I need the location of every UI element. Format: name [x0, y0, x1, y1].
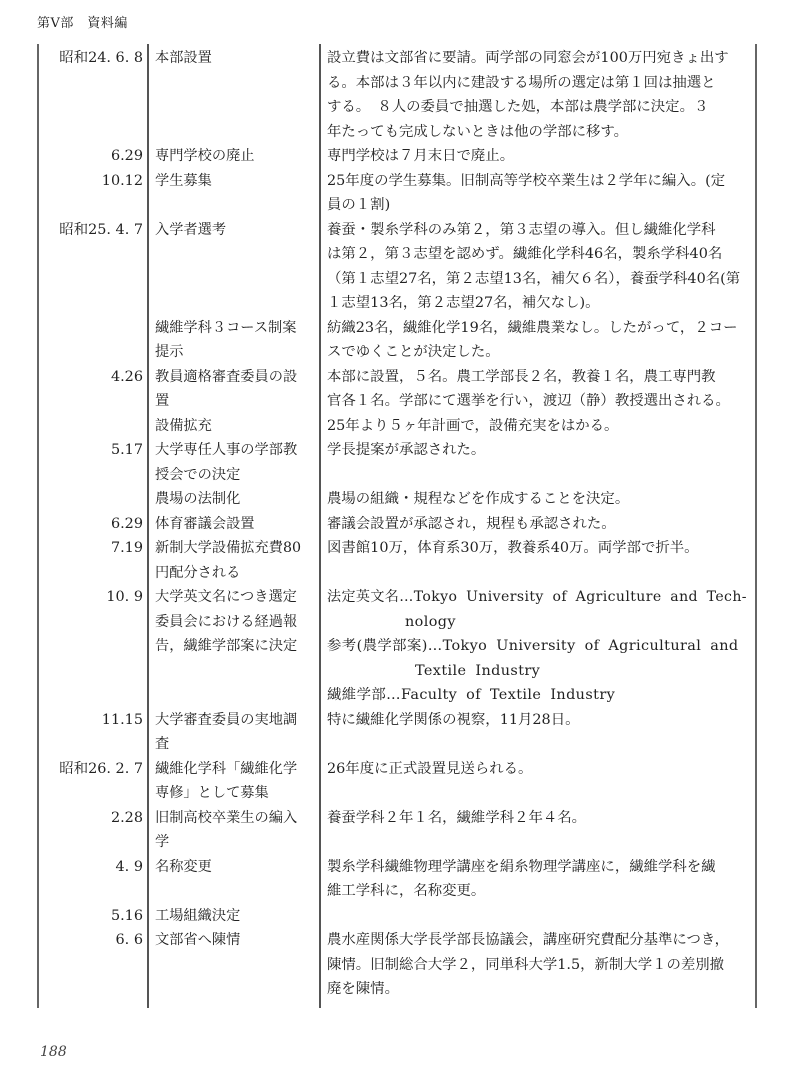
detail-line: 員の１割) [327, 197, 391, 213]
event-line [155, 977, 317, 1002]
detail-line [327, 830, 747, 855]
event-line: 円配分される [155, 564, 241, 581]
detail-line: （第１志望27名，第２志望13名，補欠６名），養蚕学科40名(第 [327, 270, 741, 287]
event-cell [147, 757, 319, 806]
date-text: 2.28 [110, 809, 143, 826]
date-cell [39, 46, 147, 144]
detail-line: 図書館10万，体育系30万，教養系40万。両学部で折半。 [327, 540, 699, 556]
event-line: 農場の法制化 [155, 491, 241, 507]
detail-line: は第２，第３志望を認めず。繊維化学科46名，製糸学科40名 [327, 246, 723, 262]
event-cell [147, 708, 319, 757]
event-line: 文部省へ陳情 [155, 932, 241, 948]
date-text: 5.16 [110, 907, 143, 924]
date-text: 11.15 [101, 711, 143, 728]
detail-line: 参考(農学部案)…Tokyo University of Agricultural and [327, 638, 739, 654]
table-row [39, 708, 755, 757]
detail-cell [319, 855, 751, 904]
detail-line [327, 732, 747, 757]
event-line: 本部設置 [155, 50, 212, 66]
date-text: 昭和26. 2. 7 [59, 760, 143, 777]
event-line: 提示 [155, 344, 184, 360]
table-row [39, 169, 755, 218]
event-line: 旧制高校卒業生の編入 [155, 809, 298, 826]
event-line: 査 [155, 736, 170, 752]
table-row [39, 536, 755, 585]
detail-line: 製糸学科繊維物理学講座を絹糸物理学講座に，繊維学科を繊 [327, 858, 716, 875]
detail-cell [319, 928, 751, 1002]
event-cell [147, 806, 319, 855]
table-row [39, 218, 755, 316]
event-line: 入学者選考 [155, 221, 227, 238]
date-text [39, 414, 143, 439]
event-line [155, 659, 317, 684]
detail-line: 繊維学部…Faculty of Textile Industry [327, 687, 616, 703]
detail-cell [319, 536, 751, 585]
page-number: 188 [40, 1044, 67, 1060]
detail-line: 法定英文名…Tokyo University of Agriculture and Tech- [327, 589, 747, 605]
detail-line: nology [405, 613, 456, 630]
event-cell [147, 316, 319, 365]
detail-cell [319, 438, 751, 487]
date-text: 7.19 [110, 540, 143, 556]
date-cell [39, 757, 147, 806]
event-cell [147, 928, 319, 1002]
detail-line: 審議会設置が承認され，規程も承認された。 [327, 515, 616, 532]
event-line [155, 879, 317, 904]
table-row [39, 46, 755, 144]
detail-line: 専門学校は７月末日で廃止。 [327, 148, 515, 164]
table-row [39, 487, 755, 512]
event-line: 設備拡充 [155, 417, 212, 434]
event-line: 学生募集 [155, 172, 212, 189]
detail-line: 養蚕・製糸学科のみ第２，第３志望の導入。但し繊維化学科 [327, 221, 716, 238]
table-body [39, 46, 755, 1002]
date-cell [39, 169, 147, 218]
event-cell [147, 904, 319, 929]
detail-line [327, 781, 747, 806]
date-text: 6. 6 [115, 932, 143, 948]
table-row [39, 904, 755, 929]
event-line: 新制大学設備拡充費80 [155, 540, 302, 556]
date-text [39, 316, 143, 341]
detail-line: Textile Industry [415, 662, 541, 679]
event-cell [147, 585, 319, 708]
date-text: 10.12 [101, 172, 143, 189]
date-cell [39, 144, 147, 169]
date-cell [39, 487, 147, 512]
detail-cell [319, 316, 751, 365]
date-text: 6.29 [110, 148, 143, 164]
table-row [39, 585, 755, 708]
event-line: 繊維化学科「繊維化学 [155, 760, 298, 777]
table-row [39, 365, 755, 414]
detail-cell [319, 487, 751, 512]
detail-cell [319, 46, 751, 144]
detail-line: 維工学科に，名称変更。 [327, 883, 486, 899]
event-line: 置 [155, 393, 170, 409]
event-cell [147, 144, 319, 169]
event-cell [147, 512, 319, 537]
event-line: 大学審査委員の実地調 [155, 711, 298, 728]
detail-line: 廃を陳情。 [327, 981, 399, 997]
date-text [39, 487, 143, 512]
event-line: 専門学校の廃止 [155, 148, 255, 164]
date-cell [39, 855, 147, 904]
detail-cell [319, 757, 751, 806]
detail-line: 26年度に正式設置見送られる。 [327, 760, 533, 777]
detail-line: 25年度の学生募集。旧制高等学校卒業生は２学年に編入。(定 [327, 172, 726, 189]
running-head: 第Ⅴ部 資料編 [37, 16, 128, 31]
detail-line: スでゆくことが決定した。 [327, 344, 500, 360]
date-cell [39, 218, 147, 316]
detail-cell [319, 414, 751, 439]
table-row [39, 414, 755, 439]
detail-line: る。本部は３年以内に建設する場所の選定は第１回は抽選と [327, 74, 716, 91]
table-row [39, 806, 755, 855]
detail-line: 本部に設置，５名。農工学部長２名，教養１名，農工専門教 [327, 368, 716, 385]
date-text: 5.17 [110, 442, 143, 458]
event-line: 告，繊維学部案に決定 [155, 638, 298, 654]
detail-cell [319, 512, 751, 537]
detail-line: 陳情。旧制総合大学２，同単科大学1.5，新制大学１の差別撤 [327, 956, 725, 973]
date-text: 昭和25. 4. 7 [59, 221, 143, 238]
event-line: 大学英文名につき選定 [155, 589, 297, 605]
date-cell [39, 512, 147, 537]
event-cell [147, 218, 319, 316]
detail-line: 農場の組織・規程などを作成することを決定。 [327, 491, 630, 507]
date-cell [39, 585, 147, 708]
event-line: 体育審議会設置 [155, 515, 255, 532]
date-cell [39, 806, 147, 855]
detail-line: １志望13名，第２志望27名，補欠なし)。 [327, 295, 600, 311]
event-cell [147, 46, 319, 144]
date-cell [39, 904, 147, 929]
detail-line [327, 904, 747, 929]
event-line: 教員適格審査委員の設 [155, 368, 298, 385]
detail-line [327, 561, 747, 586]
detail-line [327, 463, 747, 488]
event-cell [147, 438, 319, 487]
detail-line: 農水産関係大学長学部長協議会，講座研究費配分基準につき， [327, 932, 730, 948]
event-line: 名称変更 [155, 858, 212, 875]
date-cell [39, 414, 147, 439]
detail-line: する。 ８人の委員で抽選した処，本部は農学部に決定。３ [327, 99, 709, 115]
event-cell [147, 414, 319, 439]
detail-line: 特に繊維化学関係の視察，11月28日。 [327, 711, 580, 728]
detail-cell [319, 365, 751, 414]
detail-line: 設立費は文部省に要請。両学部の同窓会が100万円宛きょ出す [327, 50, 729, 66]
date-text: 4. 9 [115, 858, 143, 875]
event-line: 委員会における経過報 [155, 613, 298, 630]
detail-line: 年たっても完成しないときは他の学部に移す。 [327, 123, 629, 140]
event-line: 専修」として募集 [155, 785, 269, 801]
event-line: 学 [155, 834, 170, 850]
detail-cell [319, 904, 751, 929]
date-text: 10. 9 [106, 589, 143, 605]
table-row [39, 438, 755, 487]
detail-line: 25年より５ヶ年計画で，設備充実をはかる。 [327, 417, 619, 434]
table-row [39, 757, 755, 806]
date-cell [39, 536, 147, 585]
event-cell [147, 365, 319, 414]
detail-line: 養蚕学科２年１名，繊維学科２年４名。 [327, 809, 587, 826]
date-text: 昭和24. 6. 8 [59, 50, 143, 66]
detail-cell [319, 144, 751, 169]
event-line: 繊維学科３コース制案 [155, 319, 297, 336]
detail-cell [319, 806, 751, 855]
date-cell [39, 365, 147, 414]
detail-line: 学長提案が承認された。 [327, 442, 486, 458]
detail-cell [319, 585, 751, 708]
date-text: 4.26 [110, 368, 143, 385]
table-row [39, 855, 755, 904]
date-text: 6.29 [110, 515, 143, 532]
detail-cell [319, 708, 751, 757]
date-cell [39, 316, 147, 365]
date-cell [39, 928, 147, 1002]
table-row [39, 512, 755, 537]
event-line [155, 683, 317, 708]
detail-line: 官各１名。学部にて選挙を行い，渡辺（静）教授選出される。 [327, 393, 730, 409]
event-line: 工場組織決定 [155, 907, 241, 924]
table-row [39, 144, 755, 169]
detail-cell [319, 218, 751, 316]
table-row [39, 928, 755, 1002]
date-cell [39, 708, 147, 757]
date-cell [39, 438, 147, 487]
event-cell [147, 536, 319, 585]
event-cell [147, 169, 319, 218]
detail-cell [319, 169, 751, 218]
event-line: 授会での決定 [155, 466, 241, 483]
chronology-table [37, 44, 757, 1008]
event-line: 大学専任人事の学部教 [155, 442, 298, 458]
event-cell [147, 487, 319, 512]
table-row [39, 316, 755, 365]
event-line [155, 953, 317, 978]
detail-line: 紡織23名，繊維化学19名，繊維農業なし。したがって，２コー [327, 319, 738, 336]
event-cell [147, 855, 319, 904]
